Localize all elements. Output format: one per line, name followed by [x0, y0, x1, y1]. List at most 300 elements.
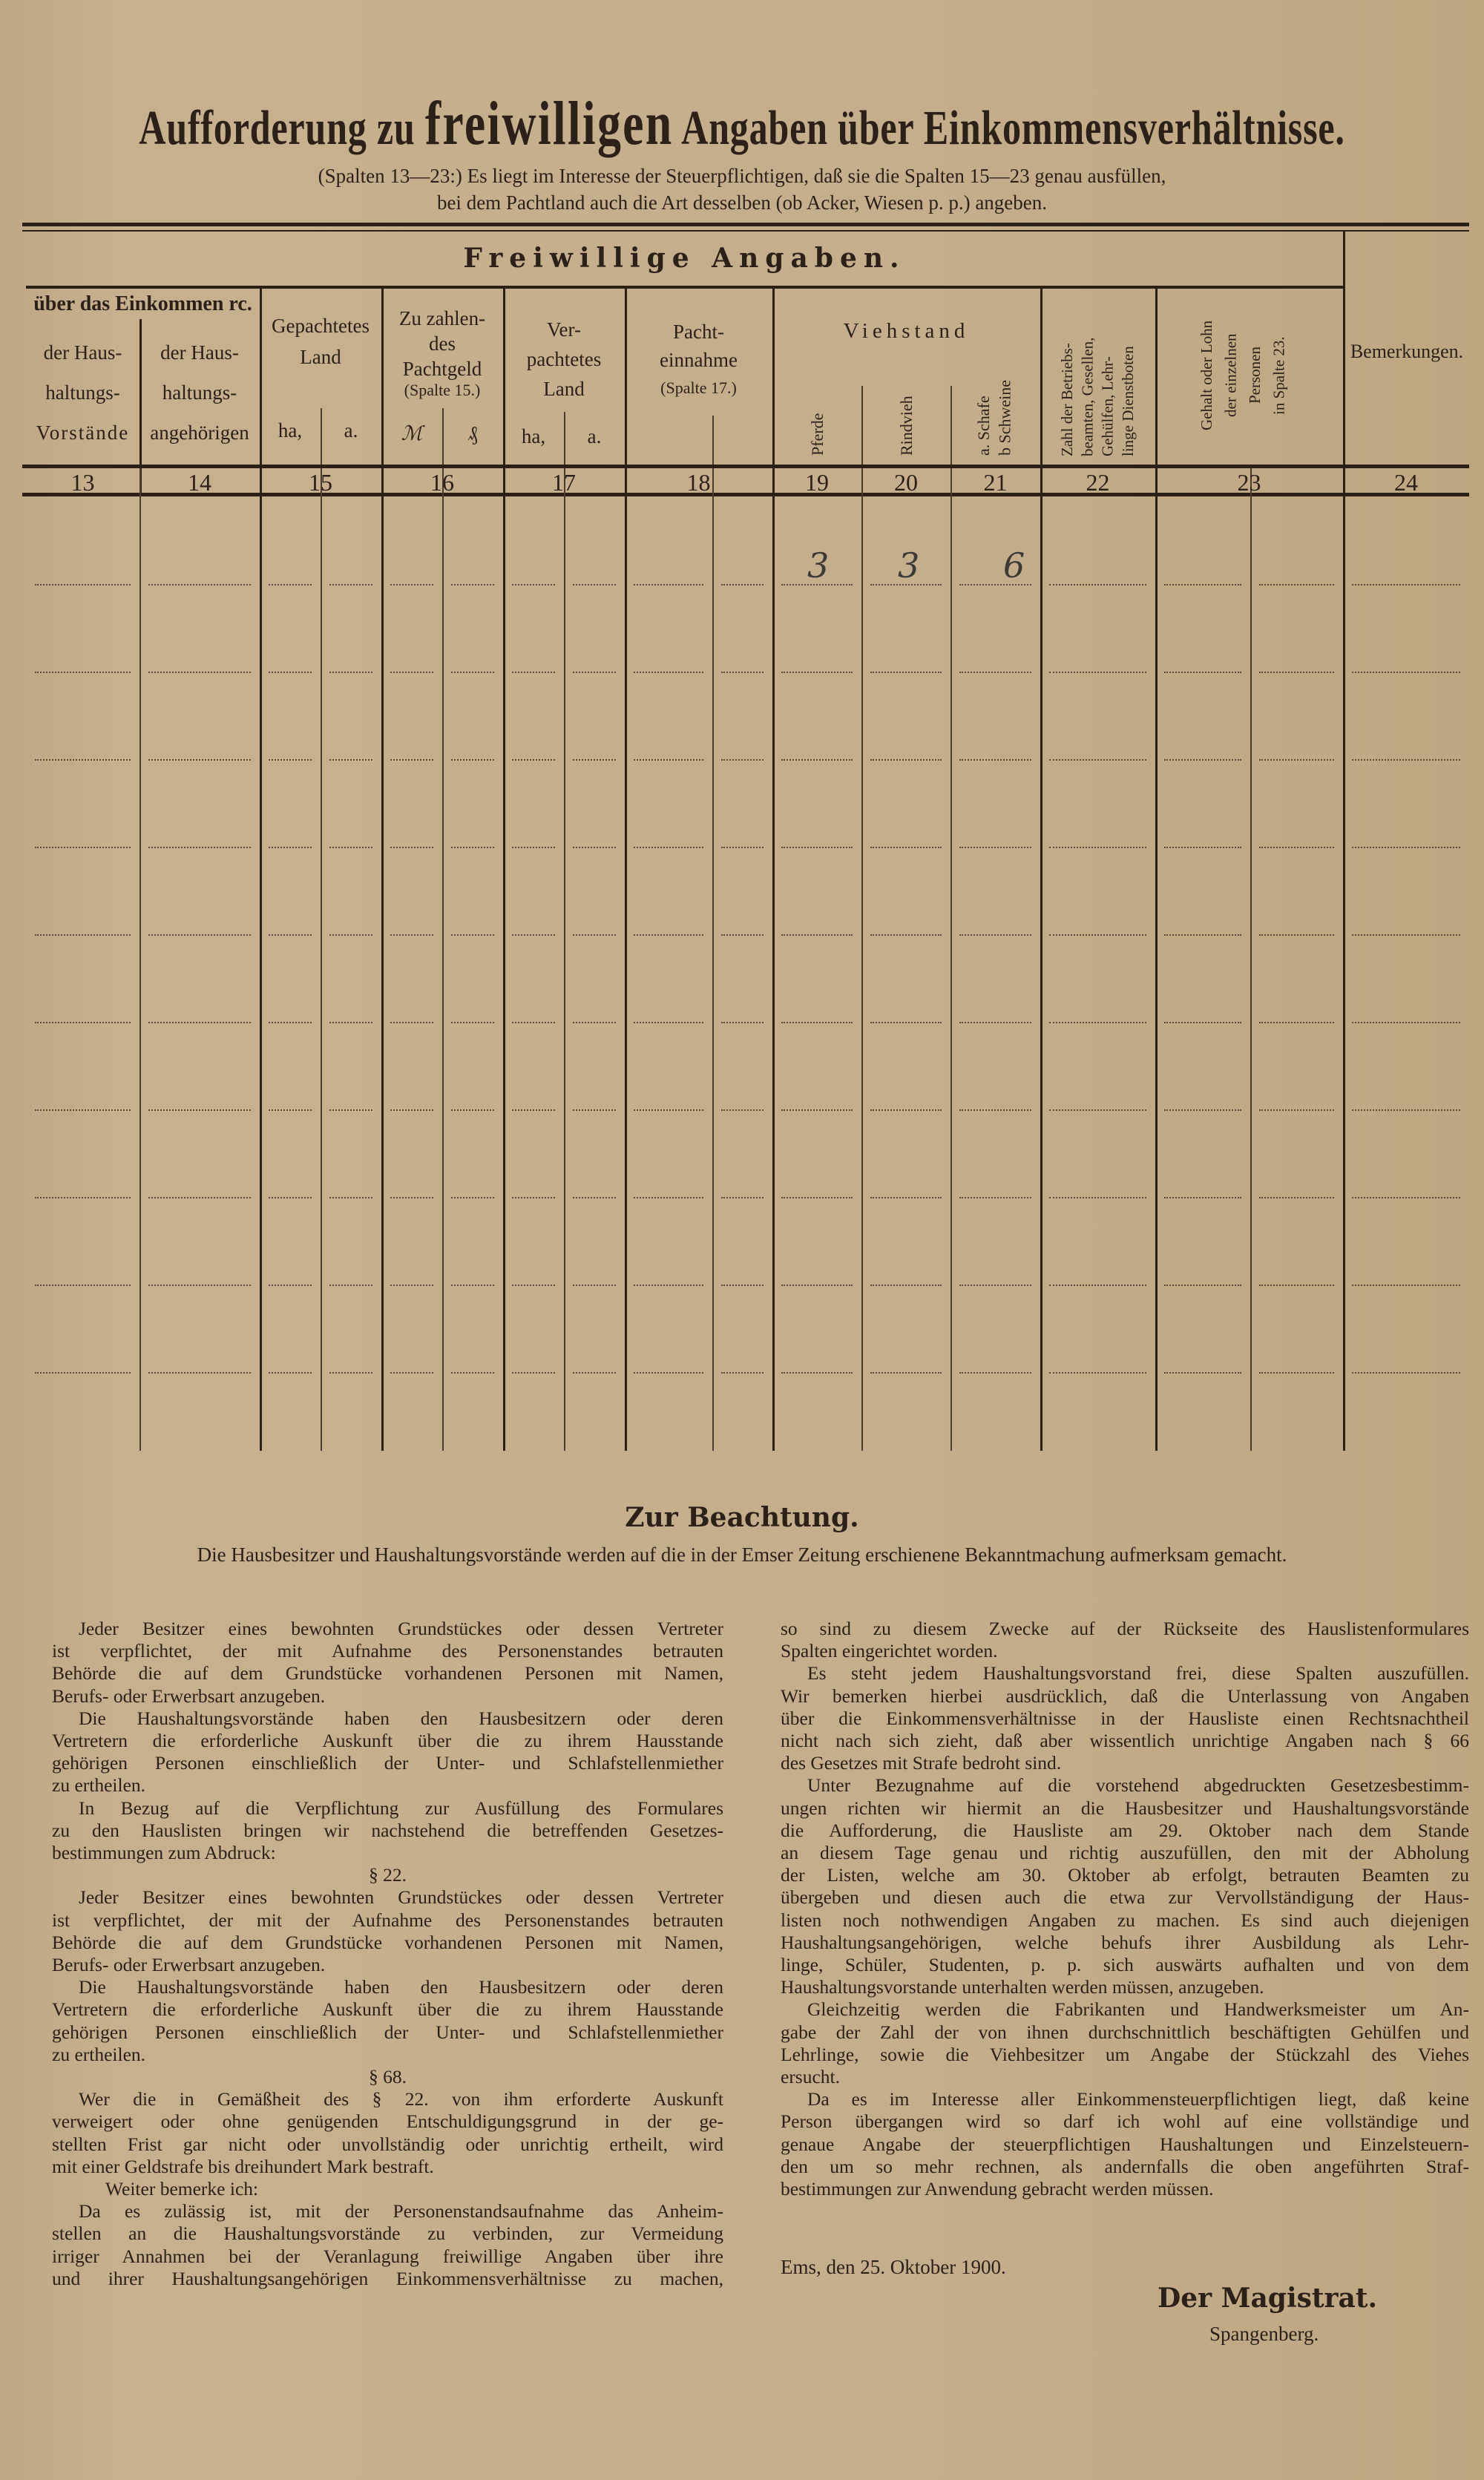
- paragraph: [781, 2088, 1469, 2200]
- text-line: Die Haushaltungsvorstände haben den Hausbesitzern oder deren: [79, 1707, 723, 1729]
- row-guide: [1164, 1285, 1241, 1286]
- column-number: 21: [983, 469, 1008, 496]
- row-guide: [148, 672, 251, 673]
- text-line: Haushaltungsvorstande unterhalten werden müssen, anzugeben.: [781, 1976, 1264, 1998]
- row-guide: [870, 1022, 942, 1023]
- row-guide: [269, 1109, 312, 1111]
- column-number: 19: [805, 469, 829, 496]
- row-guide: [721, 1022, 764, 1023]
- text-line: Behörde die auf dem Grundstücke vorhandenen Personen mit Namen,: [52, 1662, 723, 1685]
- subcolumn-divider: [564, 468, 565, 1451]
- col16-unit-mark: ℳ: [401, 422, 423, 445]
- row-guide: [781, 847, 853, 848]
- date-line: Ems, den 25. Oktober 1900.: [781, 2256, 1006, 2278]
- col15-unit-ha: ha,: [278, 419, 303, 442]
- column-number: 17: [552, 469, 576, 496]
- title-part1: Aufforderung zu: [139, 101, 416, 155]
- row-guide: [390, 584, 433, 585]
- row-guide: [721, 934, 764, 936]
- col22-line: beamten, Gesellen,: [1078, 337, 1097, 456]
- column-number: 22: [1086, 469, 1110, 496]
- column-divider: [1155, 468, 1158, 1451]
- row-guide: [573, 1285, 616, 1286]
- row-guide: [959, 934, 1031, 936]
- row-guide: [390, 1285, 433, 1286]
- column-divider: [260, 468, 262, 1451]
- row-guide: [1164, 759, 1241, 761]
- row-guide: [512, 759, 555, 761]
- text-line: Jeder Besitzer eines bewohnten Grundstückes oder dessen Vertreter: [79, 1886, 723, 1909]
- text-line: gabe der Zahl der von ihnen durchschnittlich beschäftigten Gehülfen und: [781, 2021, 1469, 2043]
- col14-header: [139, 332, 260, 453]
- col23-header: [1195, 297, 1291, 454]
- row-guide: [573, 1372, 616, 1374]
- col21-line: a. Schafe: [974, 396, 993, 456]
- row-guide: [390, 1109, 433, 1111]
- row-guide: [451, 1022, 494, 1023]
- col16-note: (Spalte 15.): [404, 381, 481, 399]
- row-guide: [634, 759, 703, 761]
- row-guide: [1049, 584, 1146, 585]
- row-guide: [148, 584, 251, 585]
- row-guide: [329, 934, 372, 936]
- text-line: ungen richten wir hiermit an die Hausbesitzer und Haushaltungsvorstände: [781, 1797, 1469, 1819]
- text-line: Gleichzeitig werden die Fabrikanten und Handwerksmeister um An-: [807, 1998, 1469, 2021]
- column-number: 24: [1394, 469, 1418, 496]
- text-line: linge, Schüler, Studenten, p. p. sich auswärts aufhalten und von dem: [781, 1954, 1469, 1976]
- text-line: Haushaltungsangehörigen, welche behufs ihrer Ausbildung als Lehr-: [781, 1931, 1469, 1953]
- column-divider: [1040, 468, 1043, 1451]
- entry-rindvieh: 3: [898, 545, 920, 585]
- col13-header: [26, 332, 139, 453]
- col15-line: Gepachtetes: [272, 315, 370, 337]
- row-guide: [35, 672, 131, 673]
- row-guide: [959, 759, 1031, 761]
- col17-unit-a: a.: [587, 425, 602, 447]
- row-guide: [451, 1372, 494, 1374]
- col13-line: haltungs-: [45, 381, 120, 404]
- subcolumn-divider: [442, 468, 444, 1451]
- row-guide: [1259, 759, 1334, 761]
- text-line: Wer die in Gemäßheit des § 22. von ihm erforderte Auskunft: [79, 2088, 723, 2110]
- signatory: Der Magistrat.: [1158, 2283, 1377, 2314]
- row-guide: [870, 1285, 942, 1286]
- row-guide: [959, 1022, 1031, 1023]
- row-guide: [634, 1285, 703, 1286]
- col23-line: Gehalt oder Lohn: [1198, 320, 1215, 431]
- row-guide: [781, 1372, 853, 1374]
- col20-header: Rindvieh: [897, 396, 916, 456]
- col16-unit-pfennig: ₰: [467, 422, 478, 445]
- row-guide: [1164, 1197, 1241, 1198]
- subcolumn-divider: [139, 468, 141, 1451]
- row-guide: [35, 584, 131, 585]
- row-guide: [573, 1197, 616, 1198]
- text-line: zu ertheilen.: [52, 2043, 146, 2065]
- col16-line: Pachtgeld: [402, 358, 482, 380]
- text-line: ist verpflichtet, der mit der Aufnahme des Personenstandes betrauten: [52, 1909, 723, 1931]
- text-line: gehörigen Personen einschließlich der Unter- und Schlafstellenmiether: [52, 1752, 723, 1774]
- row-guide: [1164, 934, 1241, 936]
- row-guide: [512, 672, 555, 673]
- text-line: Berufs- oder Erwerbsart anzugeben.: [52, 1685, 326, 1707]
- column-divider: [625, 468, 627, 1451]
- row-guide: [1259, 1197, 1334, 1198]
- row-guide: [35, 759, 131, 761]
- row-guide: [451, 1109, 494, 1111]
- text-line: übergeben und diesen auch die etwa zur Vervollständigung der Haus-: [781, 1886, 1469, 1909]
- row-guide: [1352, 1285, 1460, 1286]
- row-guide: [870, 672, 942, 673]
- row-guide: [451, 934, 494, 936]
- row-guide: [329, 672, 372, 673]
- row-guide: [269, 934, 312, 936]
- row-guide: [148, 847, 251, 848]
- row-guide: [1352, 1197, 1460, 1198]
- row-guide: [1049, 1285, 1146, 1286]
- col22-line: linge Dienstboten: [1118, 346, 1137, 456]
- text-line: stellen an die Haushaltungsvorstände zu verbinden, zur Vermeidung: [52, 2223, 723, 2245]
- row-guide: [269, 672, 312, 673]
- row-guide: [329, 1109, 372, 1111]
- col14-line: haltungs-: [162, 381, 237, 404]
- col24-header: Bemerkungen.: [1350, 341, 1464, 362]
- row-guide: [573, 672, 616, 673]
- paragraph: [52, 1976, 723, 2066]
- row-guide: [148, 934, 251, 936]
- row-guide: [781, 1022, 853, 1023]
- row-guide: [1049, 1372, 1146, 1374]
- col17-header: [503, 315, 625, 404]
- subcolumn-divider: [1250, 468, 1252, 1451]
- col14-line: angehörigen: [150, 421, 249, 444]
- notice-heading: Zur Beachtung.: [625, 1502, 859, 1533]
- col15-line: Land: [300, 346, 341, 368]
- text-line: ist verpflichtet, der mit Aufnahme des Personenstandes betrauten: [52, 1640, 723, 1662]
- col16-line: des: [429, 332, 456, 355]
- text-line: die Aufforderung, die Hausliste am 29. Oktober nach dem Stande: [781, 1819, 1469, 1841]
- title-emphasis: freiwilligen: [424, 89, 674, 158]
- text-line: Lehrlinge, sowie die Viehbesitzer um Angabe der Stückzahl des Viehes: [781, 2043, 1469, 2065]
- row-guide: [721, 1109, 764, 1111]
- remark-line: Weiter bemerke ich:: [105, 2178, 259, 2200]
- row-guide: [1049, 847, 1146, 848]
- col22-header: [1057, 293, 1138, 456]
- col17-line: pachtetes: [526, 348, 602, 370]
- text-line: so sind zu diesem Zwecke auf der Rückseite des Hauslistenformulares: [781, 1618, 1469, 1639]
- row-guide: [959, 847, 1031, 848]
- row-guide: [512, 1285, 555, 1286]
- column-number: 14: [188, 469, 211, 496]
- row-guide: [148, 759, 251, 761]
- column-divider: [772, 468, 775, 1451]
- row-guide: [329, 1022, 372, 1023]
- col17-line: Ver-: [547, 318, 581, 341]
- paragraph: [52, 2200, 723, 2290]
- text-line: Die Haushaltungsvorstände haben den Hausbesitzern oder deren: [79, 1976, 723, 1998]
- group-heading: Freiwillige Angaben.: [463, 243, 906, 274]
- text-line: listen noch nothwendigen Angaben zu machen. Es sind auch diejenigen: [781, 1909, 1469, 1931]
- col16-header: [381, 306, 503, 399]
- text-line: der Listen, welche am 30. Oktober ab erfolgt, betrauten Beamten zu: [781, 1864, 1469, 1886]
- row-guide: [573, 1109, 616, 1111]
- row-guide: [781, 934, 853, 936]
- row-guide: [512, 584, 555, 585]
- col18-line: Pacht-: [673, 321, 724, 343]
- row-guide: [1352, 934, 1460, 936]
- row-guide: [634, 1197, 703, 1198]
- row-guide: [959, 672, 1031, 673]
- text-line: ersucht.: [781, 2066, 841, 2088]
- col17-unit-ha: ha,: [521, 425, 546, 447]
- paragraph: [52, 1618, 723, 1708]
- text-line: verweigert oder ohne genügenden Entschuldigungsgrund in der ge-: [52, 2110, 723, 2133]
- row-guide: [35, 1372, 131, 1374]
- text-line: Berufs- oder Erwerbsart anzugeben.: [52, 1954, 326, 1976]
- col21-line: b Schweine: [995, 379, 1014, 456]
- row-guide: [512, 1022, 555, 1023]
- text-line: Behörde die auf dem Grundstücke vorhandenen Personen mit Namen,: [52, 1931, 723, 1953]
- text-line: bestimmungen zur Anwendung gebracht werden müssen.: [781, 2178, 1214, 2200]
- row-guide: [269, 1197, 312, 1198]
- text-line: und ihrer Haushaltungsangehörigen Einkommensverhältnisse zu machen,: [52, 2267, 723, 2289]
- row-guide: [390, 1372, 433, 1374]
- text-line: Unter Bezugnahme auf die vorstehend abgedruckten Gesetzesbestimm-: [807, 1774, 1469, 1797]
- paragraph: [781, 1662, 1469, 1774]
- col13-line: der Haus-: [43, 341, 122, 364]
- subcolumn-divider: [712, 416, 714, 465]
- row-guide: [269, 1372, 312, 1374]
- row-guide: [329, 1197, 372, 1198]
- row-guide: [959, 1372, 1031, 1374]
- row-guide: [1164, 1109, 1241, 1111]
- column-divider: [1040, 287, 1043, 493]
- row-guide: [390, 1022, 433, 1023]
- text-line: bestimmungen zum Abdruck:: [52, 1842, 276, 1864]
- text-line: stellten Frist gar nicht oder unvollständig oder unrichtig ertheilt, wird: [52, 2133, 723, 2155]
- column-number: 16: [430, 469, 454, 496]
- row-guide: [573, 847, 616, 848]
- row-guide: [721, 584, 764, 585]
- text-line: mit einer Geldstrafe bis dreihundert Mark bestraft.: [52, 2155, 434, 2177]
- row-guide: [870, 1197, 942, 1198]
- row-guide: [870, 759, 942, 761]
- row-guide: [1259, 934, 1334, 936]
- row-guide: [870, 1372, 942, 1374]
- row-guide: [1259, 672, 1334, 673]
- row-guide: [35, 1022, 131, 1023]
- row-guide: [1164, 584, 1241, 585]
- row-guide: [329, 847, 372, 848]
- text-line: des Gesetzes mit Strafe bedroht sind.: [781, 1752, 1062, 1774]
- text-line: Jeder Besitzer eines bewohnten Grundstückes oder dessen Vertreter: [79, 1618, 723, 1639]
- income-heading: über das Einkommen rc.: [33, 292, 252, 315]
- row-guide: [35, 934, 131, 936]
- row-guide: [148, 1022, 251, 1023]
- row-guide: [451, 1285, 494, 1286]
- row-guide: [451, 847, 494, 848]
- text-line: zu den Hauslisten bringen wir nachstehend die betreffenden Gesetzes-: [52, 1819, 723, 1841]
- row-guide: [781, 1197, 853, 1198]
- row-guide: [451, 759, 494, 761]
- row-guide: [35, 1285, 131, 1286]
- title-part2: Angaben über Einkommensverhältnisse.: [681, 101, 1345, 155]
- row-guide: [634, 584, 703, 585]
- text-line: Person übergangen wird so darf ich wohl auf eine vollständige und: [781, 2110, 1469, 2133]
- rule-header-bottom: [22, 465, 1469, 468]
- row-guide: [1164, 1372, 1241, 1374]
- row-guide: [512, 1109, 555, 1111]
- column-divider: [381, 468, 384, 1451]
- col13-line: Vorstände: [36, 421, 130, 444]
- row-guide: [634, 934, 703, 936]
- row-guide: [959, 1109, 1031, 1111]
- col21-header: [974, 364, 1016, 456]
- row-guide: [634, 1109, 703, 1111]
- row-guide: [269, 847, 312, 848]
- row-guide: [269, 584, 312, 585]
- notice-intro: Die Hausbesitzer und Haushaltungsvorstände werden auf die in der Emser Zeitung erschienene Bekanntmachung aufmerksam gemacht.: [197, 1544, 1287, 1566]
- notice-left-column: [52, 1618, 723, 2290]
- row-guide: [35, 847, 131, 848]
- row-guide: [573, 759, 616, 761]
- paragraph: [781, 1998, 1469, 2088]
- row-guide: [1049, 1197, 1146, 1198]
- subcolumn-divider: [712, 468, 714, 1451]
- row-guide: [1352, 672, 1460, 673]
- col23-line: Personen: [1246, 347, 1264, 404]
- row-guide: [573, 934, 616, 936]
- row-guide: [390, 934, 433, 936]
- text-line: Wir bemerken hierbei ausdrücklich, daß die Unterlassung von Angaben: [781, 1685, 1469, 1707]
- row-guide: [390, 847, 433, 848]
- row-guide: [781, 759, 853, 761]
- text-line: Spalten eingerichtet worden.: [781, 1640, 998, 1662]
- row-guide: [1049, 934, 1146, 936]
- col22-line: Gehülfen, Lehr-: [1098, 356, 1117, 456]
- text-line: In Bezug auf die Verpflichtung zur Ausfüllung des Formulares: [79, 1797, 723, 1819]
- row-guide: [1259, 1372, 1334, 1374]
- row-guide: [634, 1372, 703, 1374]
- section-heading: § 22.: [369, 1864, 407, 1886]
- paragraph: [52, 1708, 723, 1797]
- row-guide: [329, 1372, 372, 1374]
- row-guide: [1049, 759, 1146, 761]
- text-line: Es steht jedem Haushaltungsvorstand frei, diese Spalten auszufüllen.: [807, 1662, 1469, 1685]
- col23-line: der einzelnen: [1221, 333, 1240, 418]
- column-divider: [503, 468, 505, 1451]
- row-guide: [1352, 759, 1460, 761]
- text-line: gehörigen Personen einschließlich der Unter- und Schlafstellenmiether: [52, 2021, 723, 2043]
- notice-right-column: [781, 1618, 1469, 2200]
- row-guide: [1259, 847, 1334, 848]
- col17-line: Land: [543, 378, 585, 400]
- col15-header: [260, 310, 381, 373]
- row-guide: [1352, 1022, 1460, 1023]
- subcolumn-divider: [861, 386, 863, 465]
- col19-header: Pferde: [808, 413, 827, 456]
- viehstand-heading: Viehstand: [843, 319, 970, 343]
- row-guide: [1164, 672, 1241, 673]
- row-guide: [1164, 1022, 1241, 1023]
- row-guide: [35, 1109, 131, 1111]
- row-guide: [1259, 1285, 1334, 1286]
- row-guide: [148, 1372, 251, 1374]
- text-line: nicht nach sich zieht, daß aber wissentlich unrichtige Angaben nach § 66: [781, 1730, 1469, 1752]
- row-guide: [512, 934, 555, 936]
- subcolumn-divider: [951, 386, 952, 465]
- row-guide: [390, 759, 433, 761]
- row-guide: [781, 1285, 853, 1286]
- text-line: an diesem Tage genau und richtig auszufüllen, den mit der Abholung: [781, 1842, 1469, 1864]
- row-guide: [1352, 1109, 1460, 1111]
- row-guide: [1259, 1109, 1334, 1111]
- subtitle-line1: (Spalten 13—23:) Es liegt im Interesse der Steuerpflichtigen, daß sie die Spalten 15—23 genau ausfüllen,: [318, 165, 1166, 187]
- text-line: zu ertheilen.: [52, 1774, 146, 1797]
- text-line: Da es im Interesse aller Einkommensteuerpflichtigen liegt, daß keine: [807, 2088, 1469, 2110]
- row-guide: [634, 1022, 703, 1023]
- column-number: 18: [686, 469, 711, 496]
- row-guide: [1049, 1109, 1146, 1111]
- col18-header: [625, 318, 772, 402]
- text-line: Vertretern die erforderliche Auskunft über die zu ihrem Hausstande: [52, 1998, 723, 2021]
- text-line: Da es zulässig ist, mit der Personenstandsaufnahme das Anheim-: [79, 2200, 723, 2223]
- column-number: 15: [309, 469, 332, 496]
- signer-name: Spangenberg.: [1209, 2323, 1319, 2345]
- row-guide: [1352, 584, 1460, 585]
- entry-pferde: 3: [807, 545, 830, 585]
- paragraph: [781, 1618, 1469, 1662]
- row-guide: [634, 672, 703, 673]
- subcolumn-divider: [861, 468, 863, 1451]
- subtitle-line2: bei dem Pachtland auch die Art desselben (ob Acker, Wiesen p. p.) angeben.: [436, 191, 1048, 214]
- text-line: über die Einkommensverhältnisse in der Hausliste einen Rechtsnachtheil: [781, 1707, 1469, 1729]
- row-guide: [1259, 1022, 1334, 1023]
- row-guide: [721, 672, 764, 673]
- row-guide: [721, 1285, 764, 1286]
- row-guide: [512, 847, 555, 848]
- row-guide: [959, 1197, 1031, 1198]
- column-number: 13: [70, 469, 95, 496]
- row-guide: [721, 847, 764, 848]
- row-guide: [1164, 847, 1241, 848]
- col16-line: Zu zahlen-: [398, 307, 486, 329]
- col23-line: in Spalte 23.: [1270, 336, 1288, 415]
- row-guide: [1049, 1022, 1146, 1023]
- page-title: [139, 88, 1345, 160]
- paragraph: [781, 1774, 1469, 1998]
- row-guide: [1352, 847, 1460, 848]
- row-guide: [512, 1372, 555, 1374]
- text-line: genaue Angabe der steuerpflichtigen Haushaltungen und Einzelsteuern-: [781, 2133, 1469, 2155]
- col18-line: einnahme: [660, 349, 738, 371]
- row-guide: [269, 1022, 312, 1023]
- col18-note: (Spalte 17.): [660, 378, 737, 397]
- rule-top: [22, 223, 1469, 226]
- text-line: Vertretern die erforderliche Auskunft über die zu ihrem Hausstande: [52, 1730, 723, 1752]
- column-number: 23: [1237, 469, 1261, 496]
- text-line: irriger Annahmen bei der Veranlagung freiwillige Angaben über ihre: [52, 2245, 723, 2267]
- row-guide: [269, 1285, 312, 1286]
- row-guide: [390, 1197, 433, 1198]
- row-guide: [870, 847, 942, 848]
- section-heading: § 68.: [369, 2066, 407, 2088]
- col22-line: Zahl der Betriebs-: [1058, 343, 1076, 456]
- row-guide: [148, 1285, 251, 1286]
- entry-schafe-schweine: 6: [1003, 545, 1025, 585]
- row-guide: [959, 1285, 1031, 1286]
- row-guide: [721, 759, 764, 761]
